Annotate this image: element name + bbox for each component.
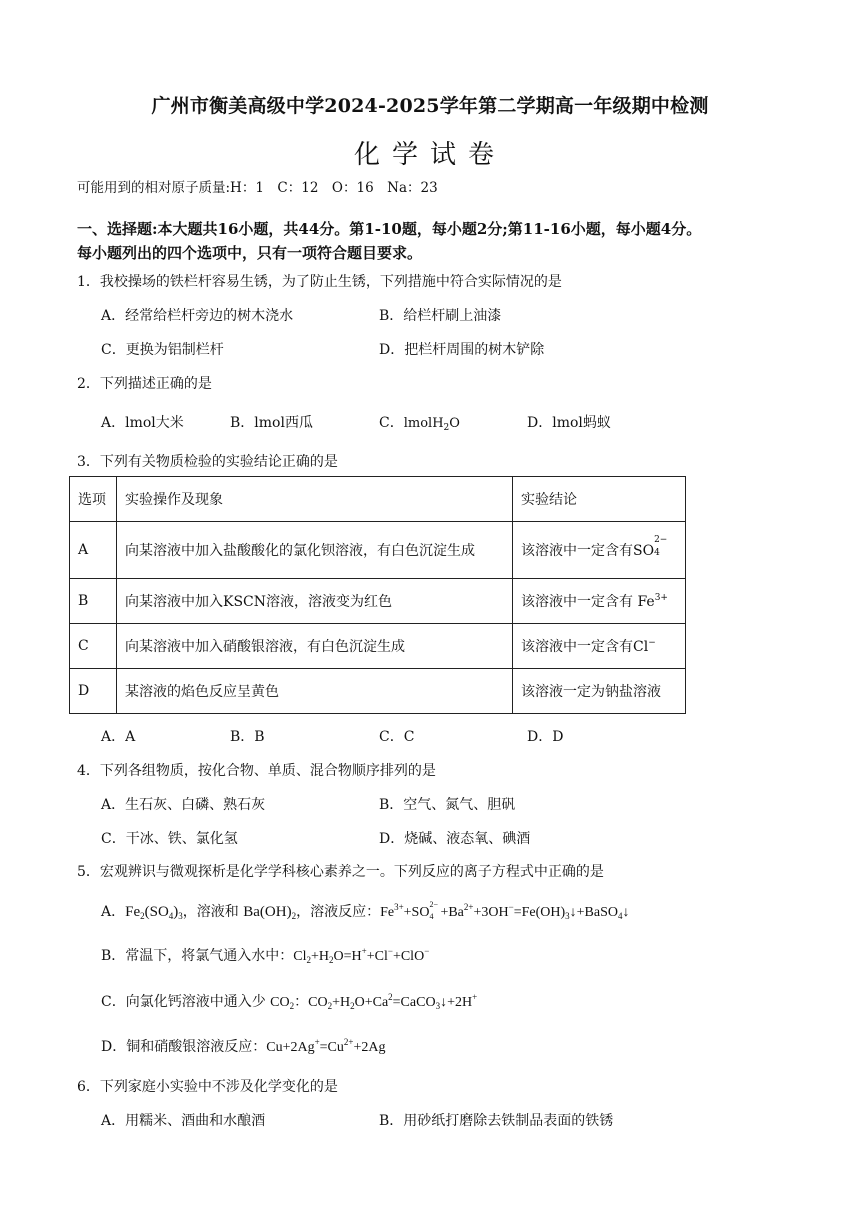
- section-heading-line2: 每小题列出的四个选项中，只有一项符合题目要求。: [77, 244, 423, 262]
- row-conclusion: 该溶液中一定含有SO 2− 4: [513, 522, 686, 579]
- q5-option-b: B．常温下，将氯气通入水中：$Cl_2+H_2O=H^++Cl^-+ClO^-$: [101, 946, 430, 965]
- q5-option-c: C．向氯化钙溶液中通入少 $CO_2$：$CO_2+H_2O+Ca^2=CaCO_3↓+2H^+$: [101, 992, 478, 1011]
- q3-option-a: A．A: [101, 729, 136, 745]
- row-operation: 向某溶液中加入硝酸银溶液，有白色沉淀生成: [117, 624, 513, 669]
- q2-option-c: C．lmolH$_2$O: [379, 415, 460, 433]
- q3-option-d: D．D: [527, 729, 564, 745]
- exam-subtitle: 化学试卷: [353, 140, 506, 170]
- q1-option-d: D．把栏杆周围的树木铲除: [379, 342, 545, 358]
- row-option: C: [70, 624, 117, 669]
- q2-option-b: B．lmol西瓜: [230, 415, 313, 431]
- table-row: [70, 624, 686, 669]
- header-conclusion: 实验结论: [513, 477, 686, 522]
- table-row: [70, 669, 686, 714]
- q3-stem: 3．下列有关物质检验的实验结论正确的是: [77, 454, 338, 470]
- q4-option-b: B．空气、氮气、胆矾: [379, 797, 516, 813]
- row-operation: 向某溶液中加入盐酸酸化的氯化钡溶液，有白色沉淀生成: [117, 522, 513, 579]
- q4-option-a: A．生石灰、白磷、熟石灰: [101, 797, 266, 813]
- q4-option-d: D．烧碱、液态氧、碘酒: [379, 831, 531, 847]
- row-conclusion: 该溶液中一定含有 $Fe^{3+}$: [513, 579, 686, 624]
- q2-option-a: A．lmol大米: [101, 415, 184, 431]
- table-row: [70, 579, 686, 624]
- q6-option-b: B．用砂纸打磨除去铁制品表面的铁锈: [379, 1113, 614, 1129]
- q4-option-c: C．干冰、铁、氯化氢: [101, 831, 238, 847]
- q1-option-c: C．更换为铝制栏杆: [101, 342, 224, 358]
- header-option: 选项: [70, 477, 117, 522]
- row-conclusion: 该溶液一定为钠盐溶液: [513, 669, 686, 714]
- q4-stem: 4．下列各组物质，按化合物、单质、混合物顺序排列的是: [77, 763, 436, 779]
- row-option: D: [70, 669, 117, 714]
- header-operation: 实验操作及现象: [117, 477, 513, 522]
- row-option: B: [70, 579, 117, 624]
- q6-stem: 6．下列家庭小实验中不涉及化学变化的是: [77, 1079, 338, 1095]
- q2-option-d: D．lmol蚂蚁: [527, 415, 611, 431]
- row-conclusion: 该溶液中一定含有Cl−: [513, 624, 686, 669]
- exam-title: 广州市衡美高级中学2024-2025学年第二学期高一年级期中检测: [151, 95, 709, 117]
- q6-option-a: A．用糯米、酒曲和水酿酒: [101, 1113, 266, 1129]
- q3-table: [69, 476, 686, 714]
- q5-option-d: D．铜和硝酸银溶液反应：$Cu+2Ag^+=Cu^{2+}+2Ag$: [101, 1037, 386, 1055]
- section-heading-line1: 一、选择题:本大题共16小题，共44分。第1-10题，每小题2分;第11-16小题，每小题4分。: [77, 220, 702, 238]
- table-header-row: [70, 477, 686, 522]
- q1-stem: 1．我校操场的铁栏杆容易生锈，为了防止生锈，下列措施中符合实际情况的是: [77, 274, 562, 290]
- q1-option-a: A．经常给栏杆旁边的树木浇水: [101, 308, 294, 324]
- q5-stem: 5．宏观辨识与微观探析是化学学科核心素养之一。下列反应的离子方程式中正确的是: [77, 864, 604, 880]
- q3-option-c: C．C: [379, 729, 415, 745]
- table-row: [70, 522, 686, 579]
- q2-stem: 2．下列描述正确的是: [77, 376, 212, 392]
- q1-option-b: B．给栏杆刷上油漆: [379, 308, 502, 324]
- q3-option-b: B．B: [230, 729, 265, 745]
- row-operation: 某溶液的焰色反应呈黄色: [117, 669, 513, 714]
- q5-option-a: A．$Fe_2(SO_4)_3$，溶液和 $Ba(OH)_2$，溶液反应：$Fe^{3+}+SO$ 2− 4 $+Ba^{2+}+3OH^-=Fe(OH)_3↓+BaSO_4↓$: [101, 900, 630, 921]
- row-operation: 向某溶液中加入KSCN溶液，溶液变为红色: [117, 579, 513, 624]
- atomic-mass-note: 可能用到的相对原子质量:H：1 C：12 O：16 Na：23: [77, 180, 438, 196]
- row-option: A: [70, 522, 117, 579]
